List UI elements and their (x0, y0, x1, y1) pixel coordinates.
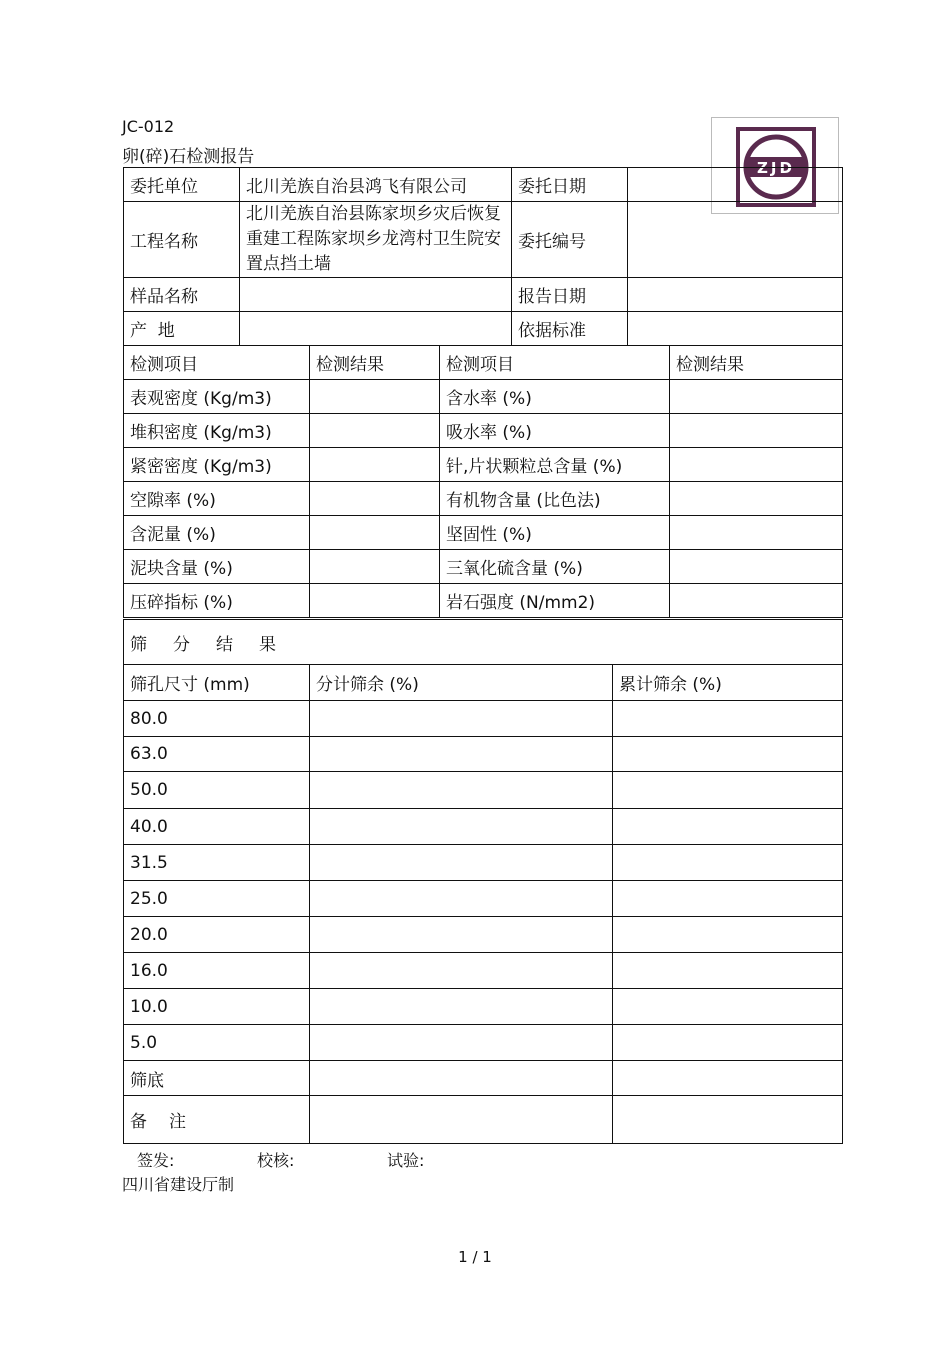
partial-retained (310, 737, 613, 772)
remarks-label: 备注 (124, 1096, 310, 1144)
partial-retained (310, 881, 613, 917)
review-label: 校核: (257, 1151, 295, 1170)
commission-date-label: 委托日期 (512, 168, 628, 202)
commission-number-value (628, 202, 843, 278)
sieve-section-title: 筛分结果 (124, 620, 843, 665)
sieve-table (123, 664, 843, 1144)
test-item: 有机物含量 (比色法) (440, 482, 670, 516)
test-item-header: 检测项目 (440, 346, 670, 380)
sieve-size: 31.5 (124, 845, 310, 881)
test-item: 压碎指标 (%) (124, 584, 310, 618)
sample-name-value (240, 278, 512, 312)
test-item: 空隙率 (%) (124, 482, 310, 516)
sieve-size: 80.0 (124, 701, 310, 737)
standard-value (628, 312, 843, 346)
test-result (670, 482, 843, 516)
sieve-section-table (123, 619, 843, 665)
test-result (670, 380, 843, 414)
sieve-size: 5.0 (124, 1025, 310, 1061)
partial-retained (310, 701, 613, 737)
report-date-label: 报告日期 (512, 278, 628, 312)
page-number: 1 / 1 (458, 1248, 492, 1266)
test-result (310, 516, 440, 550)
test-item: 坚固性 (%) (440, 516, 670, 550)
remarks-value (310, 1096, 613, 1144)
project-value: 北川羌族自治县陈家坝乡灾后恢复重建工程陈家坝乡龙湾村卫生院安置点挡土墙 (240, 202, 512, 278)
sieve-size: 10.0 (124, 989, 310, 1025)
test-result-header: 检测结果 (310, 346, 440, 380)
test-label: 试验: (387, 1151, 425, 1170)
cumulative-retained (613, 701, 843, 737)
test-result-header: 检测结果 (670, 346, 843, 380)
test-item: 三氧化硫含量 (%) (440, 550, 670, 584)
cumulative-retained (613, 845, 843, 881)
cumulative-retained (613, 989, 843, 1025)
sieve-size: 63.0 (124, 737, 310, 772)
standard-label: 依据标准 (512, 312, 628, 346)
remarks-value-extra (613, 1096, 843, 1144)
test-item: 泥块含量 (%) (124, 550, 310, 584)
issue-label: 签发: (137, 1151, 175, 1170)
cumulative-retained (613, 1061, 843, 1096)
issuer-note: 四川省建设厅制 (122, 1175, 235, 1194)
test-result (670, 550, 843, 584)
commission-date-value (628, 168, 843, 202)
origin-value (240, 312, 512, 346)
test-result (310, 584, 440, 618)
sieve-size: 16.0 (124, 953, 310, 989)
partial-retained (310, 845, 613, 881)
partial-retained (310, 772, 613, 809)
sieve-size: 40.0 (124, 809, 310, 845)
report-date-value (628, 278, 843, 312)
test-result (670, 414, 843, 448)
test-result (310, 550, 440, 584)
sieve-size: 20.0 (124, 917, 310, 953)
partial-retained (310, 1061, 613, 1096)
cumulative-retained (613, 917, 843, 953)
test-item: 表观密度 (Kg/m3) (124, 380, 310, 414)
commission-number-label: 委托编号 (512, 202, 628, 278)
test-result (670, 516, 843, 550)
test-item: 堆积密度 (Kg/m3) (124, 414, 310, 448)
client-value: 北川羌族自治县鸿飞有限公司 (240, 168, 512, 202)
partial-retained-header: 分计筛余 (%) (310, 665, 613, 701)
test-result (310, 448, 440, 482)
signature-line (137, 1148, 424, 1171)
test-item: 吸水率 (%) (440, 414, 670, 448)
test-result (670, 448, 843, 482)
project-label: 工程名称 (124, 202, 240, 278)
sieve-size-header: 筛孔尺寸 (mm) (124, 665, 310, 701)
svg-text:ZJD: ZJD (757, 159, 795, 177)
sample-name-label: 样品名称 (124, 278, 240, 312)
test-result (310, 414, 440, 448)
cumulative-retained-header: 累计筛余 (%) (613, 665, 843, 701)
sieve-size: 筛底 (124, 1061, 310, 1096)
partial-retained (310, 809, 613, 845)
test-item: 针,片状颗粒总含量 (%) (440, 448, 670, 482)
partial-retained (310, 953, 613, 989)
test-item: 岩石强度 (N/mm2) (440, 584, 670, 618)
document-title: 卵(碎)石检测报告 (122, 147, 255, 167)
sieve-size: 25.0 (124, 881, 310, 917)
cumulative-retained (613, 772, 843, 809)
client-label: 委托单位 (124, 168, 240, 202)
test-item: 含水率 (%) (440, 380, 670, 414)
test-result (310, 482, 440, 516)
sieve-size: 50.0 (124, 772, 310, 809)
cumulative-retained (613, 809, 843, 845)
test-result (310, 380, 440, 414)
test-items-table (123, 345, 843, 618)
partial-retained (310, 989, 613, 1025)
form-code: JC-012 (122, 117, 175, 136)
cumulative-retained (613, 737, 843, 772)
info-table (123, 167, 843, 346)
cumulative-retained (613, 881, 843, 917)
test-item: 紧密密度 (Kg/m3) (124, 448, 310, 482)
test-result (670, 584, 843, 618)
origin-label: 产 地 (124, 312, 240, 346)
cumulative-retained (613, 1025, 843, 1061)
cumulative-retained (613, 953, 843, 989)
partial-retained (310, 917, 613, 953)
test-item: 含泥量 (%) (124, 516, 310, 550)
partial-retained (310, 1025, 613, 1061)
test-item-header: 检测项目 (124, 346, 310, 380)
